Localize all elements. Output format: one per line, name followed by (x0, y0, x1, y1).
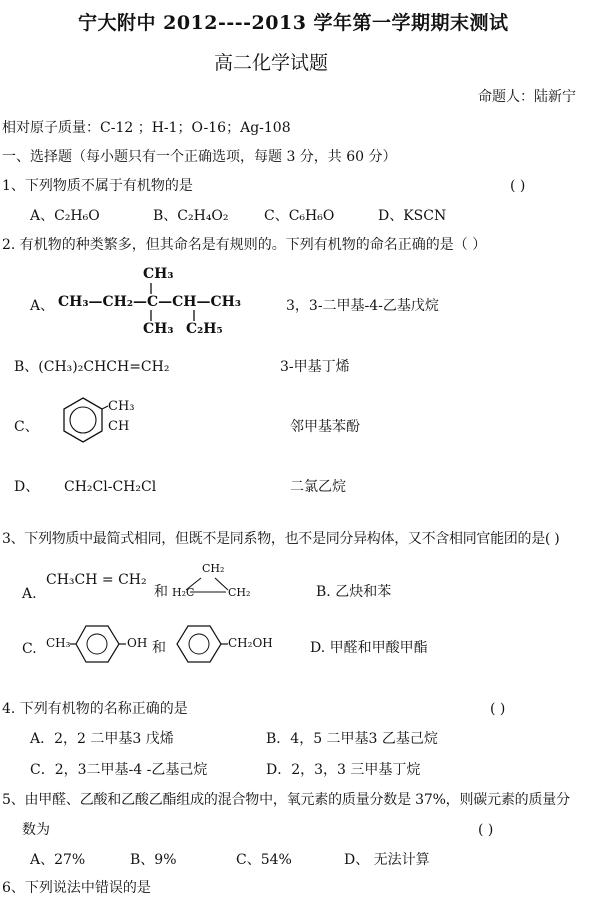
q2-a-bottom-right-substituent: C₂H₅ (186, 321, 223, 337)
q2-option-a-label: A、 (30, 298, 55, 314)
q3-option-d: D. 甲醛和甲酸甲酯 (310, 640, 428, 656)
q2-a-bottom-left-substituent: CH₃ (143, 321, 174, 337)
q2-a-top-substituent: CH₃ (143, 266, 174, 282)
q3-c-hydroxyl: OH (127, 636, 148, 650)
exam-title: 宁大附中 2012----2013 学年第一学期期末测试 (78, 12, 509, 34)
q2-c-substituent-bottom: CH (108, 419, 130, 434)
q3-ring-top: CH₂ (202, 562, 225, 575)
q3-option-c-label: C. (22, 641, 37, 657)
q2-option-b: B、(CH₃)₂CHCH=CH₂ (14, 359, 170, 375)
q5-stem: 5、由甲醛、乙酸和乙酸乙酯组成的混合物中，氧元素的质量分数是 37%，则碳元素的质量分 (2, 792, 570, 808)
q5-option-d: D、 无法计算 (344, 852, 430, 868)
q5-option-a: A、27% (30, 852, 86, 868)
q2-stem: 2. 有机物的种类繁多，但其命名是有规则的。下列有机物的命名正确的是（ ） (2, 237, 487, 253)
q4-option-b: B．4，5 二甲基3 乙基己烷 (266, 731, 438, 747)
q4-stem: 4. 下列有机物的名称正确的是 (2, 701, 188, 717)
q3-c-methyl: CH₃ (46, 636, 71, 650)
q3-a-and: 和 (154, 584, 168, 600)
q4-answer-paren: ( ) (490, 701, 506, 717)
q5-option-b: B、9% (130, 852, 177, 868)
q2-option-c-label: C、 (14, 419, 39, 435)
q2-option-d-label: D、 (14, 479, 40, 495)
q3-a-propene: CH₃CH = CH₂ (46, 572, 147, 588)
q1-option-b: B、C₂H₄O₂ (153, 208, 229, 224)
q5-stem-continued: 数为 (22, 822, 50, 838)
q4-option-c: C．2，3二甲基-4 -乙基己烷 (30, 762, 208, 778)
q1-stem: 1、下列物质不属于有机物的是 (2, 178, 193, 194)
q2-option-d-formula: CH₂Cl-CH₂Cl (64, 479, 157, 495)
q1-option-c: C、C₆H₆O (264, 208, 335, 224)
q3-ring-right: CH₂ (228, 586, 251, 599)
q1-answer-paren: ( ) (510, 178, 526, 194)
q5-answer-paren: ( ) (478, 822, 494, 838)
q4-option-d: D．2，3，3 三甲基丁烷 (266, 762, 421, 778)
q2-a-main-chain: CH₃—CH₂—C—CH—CH₃ (58, 294, 242, 310)
exam-subtitle: 高二化学试题 (214, 52, 329, 74)
q3-option-b: B. 乙炔和苯 (316, 584, 392, 600)
q2-option-b-name: 3-甲基丁烯 (280, 359, 350, 375)
q1-option-d: D、KSCN (378, 208, 447, 224)
q3-stem: 3、下列物质中最简式相同，但既不是同系物，也不是同分异构体，又不含相同官能团的是( ) (2, 531, 560, 547)
section-heading: 一、选择题（每小题只有一个正确选项，每题 3 分，共 60 分） (2, 149, 397, 165)
q2-option-a-name: 3，3-二甲基-4-乙基戊烷 (286, 298, 439, 314)
q6-stem: 6、下列说法中错误的是 (2, 880, 151, 896)
atomic-mass-line: 相对原子质量：C-12 ；H-1；O-16；Ag-108 (2, 120, 291, 136)
q1-option-a: A、C₂H₆O (30, 208, 100, 224)
q3-c-benzyl-alcohol-group: CH₂OH (228, 636, 273, 650)
q2-c-substituent-top: CH₃ (108, 399, 135, 414)
q2-option-c-name: 邻甲基苯酚 (290, 419, 360, 435)
q3-ring-left: H₂C (172, 586, 195, 599)
q3-option-a-label: A. (22, 586, 37, 602)
q2-option-d-name: 二氯乙烷 (290, 479, 346, 495)
author-line: 命题人：陆新宁 (478, 89, 576, 105)
q3-c-and: 和 (152, 640, 166, 656)
q4-option-a: A．2，2 二甲基3 戊烯 (30, 731, 174, 747)
q5-option-c: C、54% (236, 852, 292, 868)
